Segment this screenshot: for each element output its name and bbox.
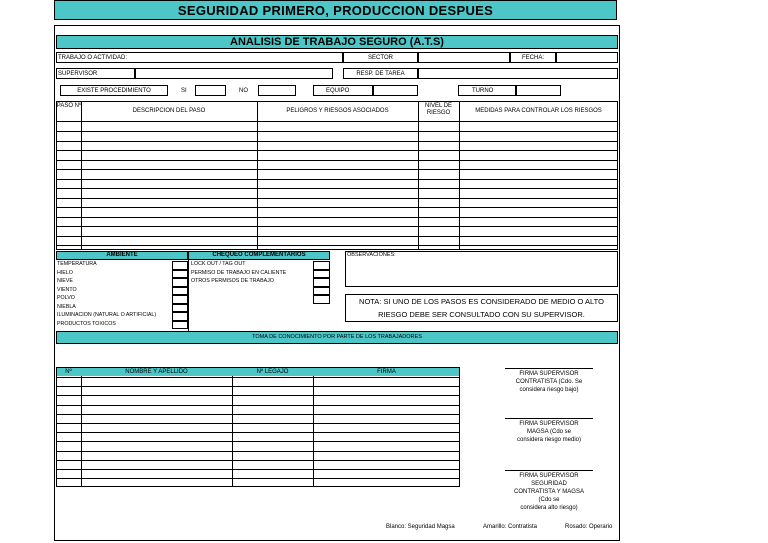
- footer-rosado: Rosado: Operario: [565, 524, 613, 530]
- chequeo-header-label: CHEQUEO COMPLEMENTARIOS: [212, 252, 306, 258]
- ambiente-header-label: AMBIENTE: [106, 252, 138, 258]
- step-row[interactable]: [57, 188, 617, 189]
- chequeo-checkbox[interactable]: [313, 278, 330, 287]
- header-paso: PASO Nº: [56, 103, 82, 109]
- turno-label: TURNO: [472, 88, 494, 94]
- footer-amarillo: Amarillo: Contratista: [483, 524, 538, 530]
- step-row[interactable]: [57, 198, 617, 199]
- fecha-label: FECHA:: [521, 55, 544, 61]
- worker-row[interactable]: [57, 405, 459, 406]
- step-row[interactable]: [57, 207, 617, 208]
- worker-row[interactable]: [57, 414, 459, 415]
- step-row[interactable]: [57, 160, 617, 161]
- workers-table: [56, 367, 460, 487]
- supervisor-label: SUPERVISOR: [58, 71, 98, 77]
- ambiente-checkbox[interactable]: [172, 321, 188, 330]
- sector-label: SECTOR: [368, 55, 393, 61]
- worker-row[interactable]: [57, 386, 459, 387]
- step-row[interactable]: [57, 226, 617, 227]
- ambiente-checkbox[interactable]: [172, 270, 188, 279]
- steps-table: [56, 101, 618, 250]
- worker-row[interactable]: [57, 441, 459, 442]
- chequeo-checkbox[interactable]: [313, 287, 330, 296]
- form-title: ANALISIS DE TRABAJO SEGURO (A.T.S): [56, 35, 618, 49]
- observaciones-label: OBSERVACIONES:: [347, 252, 396, 258]
- header-descripcion: DESCRIPCION DEL PASO: [132, 108, 206, 114]
- header-peligros: PELIGROS Y RIESGOS ASOCIADOS: [286, 108, 389, 114]
- chequeo-item: PERMISO DE TRABAJO EN CALIENTE: [191, 269, 287, 276]
- worker-row[interactable]: [57, 469, 459, 470]
- step-row[interactable]: [57, 131, 617, 132]
- equipo-label: EQUIPO: [326, 88, 350, 94]
- worker-row[interactable]: [57, 423, 459, 424]
- fecha-field[interactable]: [556, 52, 618, 63]
- chequeo-item: LOCK OUT / TAG OUT: [191, 261, 246, 267]
- worker-row[interactable]: [57, 460, 459, 461]
- worker-row[interactable]: [57, 377, 459, 378]
- trabajo-label: TRABAJO O ACTIVIDAD:: [58, 55, 128, 61]
- turno-field[interactable]: [516, 85, 561, 96]
- sector-field[interactable]: [418, 52, 510, 63]
- step-row[interactable]: [57, 236, 617, 237]
- ambiente-checkbox[interactable]: [172, 304, 188, 313]
- worker-row[interactable]: [57, 395, 459, 396]
- ambiente-checkbox[interactable]: [172, 287, 188, 296]
- ambiente-checkbox[interactable]: [172, 261, 188, 270]
- ambiente-item: ILUMINACION (NATURAL O ARTIFICIAL): [57, 312, 157, 318]
- firma-line-2: [505, 418, 593, 419]
- ambiente-item: NIEVE: [57, 278, 73, 284]
- existe-label: EXISTE PROCEDIMIENTO: [77, 88, 151, 94]
- footer-blanco: Blanco: Seguridad Magsa: [386, 524, 455, 530]
- step-row[interactable]: [57, 245, 617, 246]
- ambiente-item: TEMPERATURA: [57, 261, 97, 267]
- firma-line-3: [505, 470, 593, 471]
- toma-label: TOMA DE CONOCIMIENTO POR PARTE DE LOS TRABAJADORES: [252, 334, 422, 340]
- ambiente-item: HIELO: [57, 269, 73, 276]
- ambiente-checkbox[interactable]: [172, 295, 188, 304]
- worker-row[interactable]: [57, 478, 459, 479]
- workers-header-firma: FIRMA: [377, 369, 396, 375]
- chequeo-checkbox[interactable]: [313, 261, 330, 270]
- resp-label: RESP. DE TAREA: [356, 71, 405, 77]
- firma-block-1: FIRMA SUPERVISOR CONTRATISTA (Cdo. Se considera riesgo bajo): [515, 371, 583, 393]
- supervisor-field[interactable]: [135, 68, 333, 79]
- firma-line-1: [505, 368, 593, 369]
- ambiente-checkbox[interactable]: [172, 312, 188, 321]
- nota-line1: NOTA: SI UNO DE LOS PASOS ES CONSIDERADO DE MEDIO O ALTO: [359, 297, 604, 306]
- ambiente-item: POLVO: [57, 295, 75, 301]
- no-label: NO: [239, 88, 248, 94]
- workers-header-num: Nº: [65, 369, 72, 375]
- worker-row[interactable]: [57, 432, 459, 433]
- resp-field[interactable]: [418, 68, 618, 79]
- firma-block-2: FIRMA SUPERVISOR MAGSA (Cdo se considera riesgo medio): [516, 421, 582, 443]
- ambiente-item: VIENTO: [57, 286, 77, 293]
- chequeo-item: OTROS PERMISOS DE TRABAJO: [191, 278, 274, 284]
- step-row[interactable]: [57, 141, 617, 142]
- nota-line2: RIESGO DEBE SER CONSULTADO CON SU SUPERVISOR.: [378, 310, 585, 319]
- no-checkbox[interactable]: [258, 85, 296, 96]
- chequeo-checkbox[interactable]: [313, 270, 330, 279]
- firma-block-3: FIRMA SUPERVISOR SEGURIDAD CONTRATISTA Y MAGSA (Cdo se considera alto riesgo): [514, 473, 584, 511]
- ambiente-checkbox[interactable]: [172, 278, 188, 287]
- step-row[interactable]: [57, 169, 617, 170]
- step-row[interactable]: [57, 217, 617, 218]
- workers-header-legajo: Nº LEGAJO: [256, 369, 289, 375]
- chequeo-checkbox[interactable]: [313, 295, 330, 304]
- header-nivel: NIVEL DE RIESGO: [424, 103, 453, 116]
- si-checkbox[interactable]: [195, 85, 226, 96]
- si-label: SI: [181, 88, 187, 94]
- step-row[interactable]: [57, 179, 617, 180]
- worker-row[interactable]: [57, 451, 459, 452]
- equipo-field[interactable]: [373, 85, 418, 96]
- workers-header-nombre: NOMBRE Y APELLIDO: [125, 369, 188, 375]
- step-row[interactable]: [57, 150, 617, 151]
- ambiente-divider: [188, 260, 189, 331]
- ambiente-item: PRODUCTOS TOXICOS: [57, 320, 116, 327]
- banner: SEGURIDAD PRIMERO, PRODUCCION DESPUES: [54, 0, 617, 20]
- ambiente-item: NIEBLA: [57, 303, 76, 310]
- header-medidas: MEDIDAS PARA CONTROLAR LOS RIESGOS: [475, 108, 602, 114]
